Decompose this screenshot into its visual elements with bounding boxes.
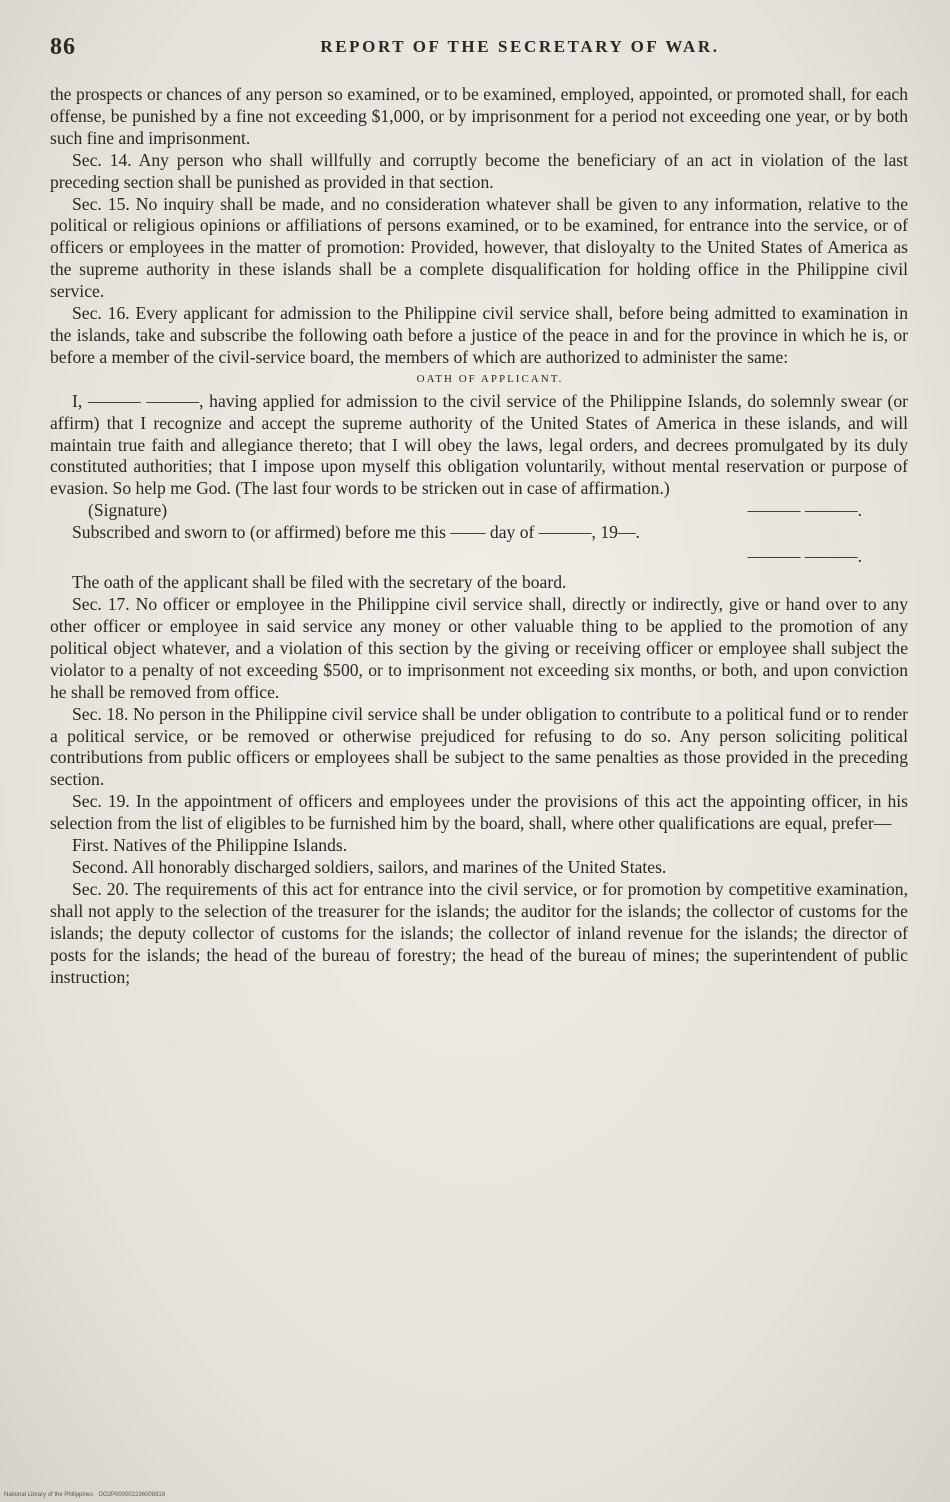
paragraph-continuation: the prospects or chances of any person so examined, or to be examined, employed, appointed, or promoted shall, for each offense, be punished by a fine not exceeding $1,000, or by imprisonment for a period not exceeding one year, or by both such fine and imprisonment. (50, 84, 908, 148)
oath-body: I, ——— ———, having applied for admission to the civil service of the Philippine Islands, do solemnly swear (or affirm) that I recognize and accept the supreme authority of the United States of America in these islands, and will maintain true faith and allegiance thereto; that I will obey the laws, legal orders, and decrees promulgated by its duly constituted authorities; that I impose upon myself this obligation voluntarily, without mental reservation or purpose of evasion. So help me God. (The last four words to be stricken out in case of affirmation.) (50, 390, 908, 499)
signature-label: (Signature) (88, 500, 168, 521)
section-20: Sec. 20. The requirements of this act for entrance into the civil service, or for promotion by competitive examination, shall not apply to the selection of the treasurer for the islands; the auditor for the islands; the collector of customs for the islands; the deputy collector of customs for the islands; the collector of inland revenue for the islands; the director of posts for the islands; the head of the bureau of forestry; the head of the bureau of mines; the superintendent of public instruction; (50, 878, 908, 987)
section-16: Sec. 16. Every applicant for admission to the Philippine civil service shall, before being admitted to examination in the islands, take and subscribe the following oath before a justice of the peace in and for the province in which he is, or before a member of the civil-service board, the members of which are authorized to administer the same: (50, 303, 908, 367)
signature-blank: ——— ———. (747, 500, 862, 521)
running-head: REPORT OF THE SECRETARY OF WAR. (320, 37, 720, 56)
section-15: Sec. 15. No inquiry shall be made, and no consideration whatever shall be given to any information, relative to the political or religious opinions or affiliations of persons examined, or to be examined, for entrance into the service, or of officers or employees in the matter of promotion: Provided, however, that disloyalty to the United States of America as the supreme authority in these islands shall be a complete disqualification for holding office in the Philippine civil service. (50, 193, 908, 302)
page-header (50, 34, 910, 64)
subscribed-line (50, 522, 908, 567)
section-14: Sec. 14. Any person who shall willfully and corruptly become the beneficiary of an act in violation of the last preceding section shall be punished as provided in that section. (50, 149, 908, 192)
subscribed-text: Subscribed and sworn to (or affirmed) before me this —— day of ———, 19—. (72, 522, 640, 543)
subscribed-blank: ——— ———. (747, 546, 862, 567)
section-17: Sec. 17. No officer or employee in the Philippine civil service shall, directly or indirectly, give or hand over to any other officer or employee in said service any money or other valuable thing to be applied to the promotion of any political object whatever, and a violation of this section by the giving or receiving officer or employee shall subject the violator to a penalty of not exceeding $500, or to imprisonment not exceeding six months, or both, and upon conviction he shall be removed from office. (50, 594, 908, 702)
oath-title: OATH OF APPLICANT. (416, 372, 564, 385)
section-19: Sec. 19. In the appointment of officers and employees under the provisions of this act the appointing officer, in his selection from the list of eligibles to be furnished him by the board, shall, where other qualifications are equal, prefer— (50, 791, 908, 834)
scan-footer: National Library of the Philippines · DO2P000002236008818 (4, 1492, 166, 1498)
preference-first: First. Natives of the Philippine Islands. (72, 835, 348, 856)
signature-line (50, 500, 908, 522)
section-18: Sec. 18. No person in the Philippine civil service shall be under obligation to contribute to a political fund or to render a political service, or be removed or otherwise prejudiced for refusing to do so. Any person soliciting political contributions from public officers or employees shall be subject to the same penalties as those provided in the preceding section. (50, 703, 908, 790)
oath-filed: The oath of the applicant shall be filed with the secretary of the board. (72, 572, 567, 593)
preference-second: Second. All honorably discharged soldiers, sailors, and marines of the United States. (72, 857, 667, 877)
body-text (50, 84, 908, 988)
page-number: 86 (50, 34, 76, 60)
